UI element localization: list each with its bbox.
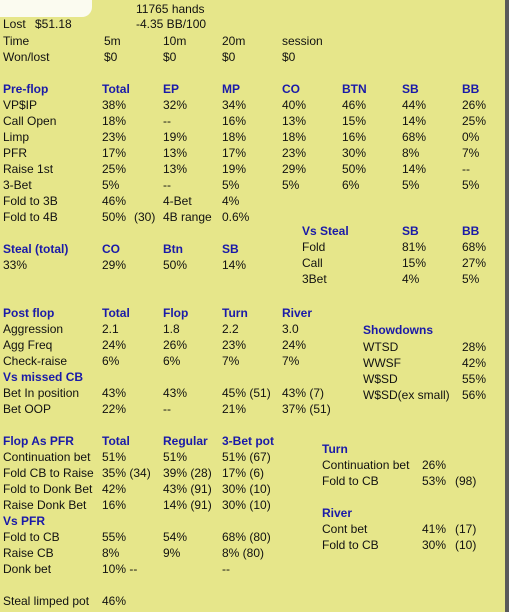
preflop-cell: 34% bbox=[222, 98, 247, 112]
wonlost-label: Won/lost bbox=[3, 50, 50, 64]
river-count: (10) bbox=[455, 538, 477, 552]
preflop-cell: 0% bbox=[462, 130, 480, 144]
preflop-cell: 17% bbox=[222, 146, 247, 160]
fold4b-value: 50% bbox=[102, 210, 127, 224]
postflop-row-label: Aggression bbox=[3, 322, 64, 336]
steal-value-2: 50% bbox=[163, 258, 188, 272]
preflop-cell: -- bbox=[462, 162, 470, 176]
steal-header-2: Btn bbox=[163, 242, 183, 256]
flop-pfr-label: Raise Donk Bet bbox=[3, 498, 87, 512]
steal-header-0: Steal (total) bbox=[3, 242, 69, 256]
preflop-cell: 25% bbox=[462, 114, 487, 128]
missed-cb-label: Bet OOP bbox=[3, 402, 52, 416]
flop-pfr-header-0: Flop As PFR bbox=[3, 434, 74, 448]
flop-pfr-cell: 42% bbox=[102, 482, 127, 496]
preflop-cell: 14% bbox=[402, 162, 427, 176]
flop-pfr-cell: 30% (10) bbox=[222, 498, 271, 512]
preflop-row-label: Raise 1st bbox=[3, 162, 54, 176]
preflop-row-label: Call Open bbox=[3, 114, 57, 128]
vs-pfr-cell: 68% (80) bbox=[222, 530, 271, 544]
preflop-header-7: BB bbox=[462, 82, 480, 96]
postflop-row-label: Agg Freq bbox=[3, 338, 53, 352]
preflop-cell: 26% bbox=[462, 98, 487, 112]
flop-pfr-label: Fold CB to Raise bbox=[3, 466, 94, 480]
turn-value: 26% bbox=[422, 458, 447, 472]
missed-cb-cell: 21% bbox=[222, 402, 247, 416]
fold4b-label: Fold to 4B bbox=[3, 210, 58, 224]
showdown-label: WWSF bbox=[363, 356, 401, 370]
vs-pfr-cell: -- bbox=[222, 562, 230, 576]
preflop-cell: 18% bbox=[282, 130, 307, 144]
postflop-cell: 6% bbox=[102, 354, 120, 368]
fourbet-range-label: 4B range bbox=[163, 210, 212, 224]
preflop-cell: 13% bbox=[163, 146, 188, 160]
missed-cb-cell: 22% bbox=[102, 402, 127, 416]
wonlost-20m: $0 bbox=[222, 50, 236, 64]
vs-pfr-cell: 55% bbox=[102, 530, 127, 544]
preflop-cell: 5% bbox=[462, 178, 480, 192]
vs-steal-cell: 68% bbox=[462, 240, 487, 254]
steal-limped-value: 46% bbox=[102, 594, 127, 608]
flop-pfr-cell: 51% bbox=[102, 450, 127, 464]
preflop-cell: 5% bbox=[282, 178, 300, 192]
preflop-header-1: Total bbox=[102, 82, 130, 96]
postflop-cell: 2.2 bbox=[222, 322, 239, 336]
missed-cb-title: Vs missed CB bbox=[3, 370, 84, 384]
vs-steal-label: 3Bet bbox=[302, 272, 327, 286]
flop-pfr-cell: 35% (34) bbox=[102, 466, 151, 480]
river-value: 30% bbox=[422, 538, 447, 552]
vs-steal-cell: 4% bbox=[402, 272, 420, 286]
flop-pfr-header-1: Total bbox=[102, 434, 130, 448]
preflop-cell: 13% bbox=[282, 114, 307, 128]
preflop-cell: 25% bbox=[102, 162, 127, 176]
vs-steal-cell: 27% bbox=[462, 256, 487, 270]
missed-cb-cell: 43% (7) bbox=[282, 386, 325, 400]
missed-cb-cell: 45% (51) bbox=[222, 386, 271, 400]
preflop-cell: 44% bbox=[402, 98, 427, 112]
preflop-row-label: 3-Bet bbox=[3, 178, 32, 192]
vs-pfr-cell: 10% -- bbox=[102, 562, 138, 576]
river-label: Cont bet bbox=[322, 522, 368, 536]
preflop-cell: 18% bbox=[102, 114, 127, 128]
preflop-cell: 16% bbox=[222, 114, 247, 128]
flop-pfr-header-2: Regular bbox=[163, 434, 208, 448]
steal-value-0: 33% bbox=[3, 258, 28, 272]
flop-pfr-label: Continuation bet bbox=[3, 450, 91, 464]
preflop-cell: 13% bbox=[163, 162, 188, 176]
turn-label: Fold to CB bbox=[322, 474, 379, 488]
preflop-cell: 32% bbox=[163, 98, 188, 112]
showdown-value: 42% bbox=[462, 356, 487, 370]
flop-pfr-cell: 51% bbox=[163, 450, 188, 464]
showdown-value: 55% bbox=[462, 372, 487, 386]
steal-limped-label: Steal limped pot bbox=[3, 594, 90, 608]
postflop-header-4: River bbox=[282, 306, 313, 320]
vs-steal-header-1: SB bbox=[402, 224, 419, 238]
river-title: River bbox=[322, 506, 353, 520]
preflop-row-label: Limp bbox=[3, 130, 30, 144]
preflop-cell: 17% bbox=[102, 146, 127, 160]
lost-amount: $51.18 bbox=[35, 17, 72, 31]
fold3b-value: 46% bbox=[102, 194, 127, 208]
wonlost-5m: $0 bbox=[104, 50, 118, 64]
preflop-cell: 19% bbox=[163, 130, 188, 144]
vs-steal-cell: 5% bbox=[462, 272, 480, 286]
steal-header-3: SB bbox=[222, 242, 239, 256]
turn-value: 53% bbox=[422, 474, 447, 488]
preflop-cell: 30% bbox=[342, 146, 367, 160]
preflop-row-label: PFR bbox=[3, 146, 27, 160]
vs-steal-header-2: BB bbox=[462, 224, 480, 238]
vs-pfr-label: Fold to CB bbox=[3, 530, 60, 544]
showdown-label: W$SD(ex small) bbox=[363, 388, 450, 402]
postflop-row-label: Check-raise bbox=[3, 354, 68, 368]
preflop-cell: 8% bbox=[402, 146, 420, 160]
flop-pfr-cell: 16% bbox=[102, 498, 127, 512]
showdown-value: 56% bbox=[462, 388, 487, 402]
postflop-header-2: Flop bbox=[163, 306, 189, 320]
preflop-cell: 23% bbox=[282, 146, 307, 160]
preflop-cell: 40% bbox=[282, 98, 307, 112]
flop-pfr-cell: 14% (91) bbox=[163, 498, 212, 512]
time-20m: 20m bbox=[222, 34, 246, 48]
fold3b-label: Fold to 3B bbox=[3, 194, 58, 208]
river-value: 41% bbox=[422, 522, 447, 536]
window-right-border bbox=[505, 0, 509, 612]
postflop-cell: 1.8 bbox=[163, 322, 180, 336]
missed-cb-cell: 37% (51) bbox=[282, 402, 331, 416]
missed-cb-cell: 43% bbox=[163, 386, 188, 400]
preflop-header-2: EP bbox=[163, 82, 180, 96]
preflop-header-4: CO bbox=[282, 82, 300, 96]
wonlost-session: $0 bbox=[282, 50, 296, 64]
preflop-cell: 5% bbox=[102, 178, 120, 192]
preflop-cell: 5% bbox=[222, 178, 240, 192]
postflop-cell: 24% bbox=[102, 338, 127, 352]
fourbet-range-value: 0.6% bbox=[222, 210, 250, 224]
vs-steal-header-0: Vs Steal bbox=[302, 224, 349, 238]
preflop-cell: 19% bbox=[222, 162, 247, 176]
time-label: Time bbox=[3, 34, 30, 48]
preflop-header-3: MP bbox=[222, 82, 240, 96]
preflop-cell: 6% bbox=[342, 178, 360, 192]
vs-pfr-cell: 54% bbox=[163, 530, 188, 544]
postflop-header-3: Turn bbox=[222, 306, 248, 320]
showdown-label: WTSD bbox=[363, 340, 399, 354]
fourbet-value: 4% bbox=[222, 194, 240, 208]
lost-label: Lost bbox=[3, 17, 26, 31]
vs-steal-cell: 15% bbox=[402, 256, 427, 270]
postflop-cell: 3.0 bbox=[282, 322, 299, 336]
postflop-cell: 24% bbox=[282, 338, 307, 352]
time-session: session bbox=[282, 34, 323, 48]
time-10m: 10m bbox=[163, 34, 187, 48]
preflop-cell: 5% bbox=[402, 178, 420, 192]
preflop-cell: 38% bbox=[102, 98, 127, 112]
showdown-label: W$SD bbox=[363, 372, 398, 386]
flop-pfr-cell: 30% (10) bbox=[222, 482, 271, 496]
vs-pfr-label: Donk bet bbox=[3, 562, 52, 576]
bb100-rate: -4.35 BB/100 bbox=[136, 17, 207, 31]
fourbet-label: 4-Bet bbox=[163, 194, 192, 208]
vs-pfr-cell: 8% bbox=[102, 546, 120, 560]
preflop-cell: 15% bbox=[342, 114, 367, 128]
time-5m: 5m bbox=[104, 34, 121, 48]
turn-count: (98) bbox=[455, 474, 477, 488]
overlay-blob bbox=[0, 0, 92, 17]
steal-value-1: 29% bbox=[102, 258, 127, 272]
vs-steal-label: Fold bbox=[302, 240, 326, 254]
flop-pfr-cell: 51% (67) bbox=[222, 450, 271, 464]
hands-count: 11765 hands bbox=[136, 2, 205, 16]
preflop-header-6: SB bbox=[402, 82, 419, 96]
river-count: (17) bbox=[455, 522, 477, 536]
postflop-header-0: Post flop bbox=[3, 306, 55, 320]
flop-pfr-cell: 17% (6) bbox=[222, 466, 265, 480]
wonlost-10m: $0 bbox=[163, 50, 177, 64]
preflop-cell: 18% bbox=[222, 130, 247, 144]
missed-cb-cell: -- bbox=[163, 402, 171, 416]
vs-pfr-label: Raise CB bbox=[3, 546, 54, 560]
preflop-cell: 14% bbox=[402, 114, 427, 128]
preflop-header-5: BTN bbox=[342, 82, 367, 96]
river-label: Fold to CB bbox=[322, 538, 379, 552]
turn-label: Continuation bet bbox=[322, 458, 410, 472]
preflop-cell: 46% bbox=[342, 98, 367, 112]
postflop-cell: 6% bbox=[163, 354, 181, 368]
fold4b-count: (30) bbox=[134, 210, 156, 224]
missed-cb-label: Bet In position bbox=[3, 386, 80, 400]
preflop-cell: 68% bbox=[402, 130, 427, 144]
postflop-cell: 23% bbox=[222, 338, 247, 352]
vs-pfr-cell: 8% (80) bbox=[222, 546, 265, 560]
preflop-cell: 7% bbox=[462, 146, 480, 160]
turn-title: Turn bbox=[322, 442, 348, 456]
preflop-cell: -- bbox=[163, 114, 171, 128]
preflop-header-0: Pre-flop bbox=[3, 82, 49, 96]
steal-value-3: 14% bbox=[222, 258, 247, 272]
flop-pfr-cell: 39% (28) bbox=[163, 466, 212, 480]
showdown-value: 28% bbox=[462, 340, 487, 354]
vs-pfr-title: Vs PFR bbox=[3, 514, 46, 528]
missed-cb-cell: 43% bbox=[102, 386, 127, 400]
steal-header-1: CO bbox=[102, 242, 120, 256]
flop-pfr-cell: 43% (91) bbox=[163, 482, 212, 496]
showdowns-title: Showdowns bbox=[363, 323, 433, 337]
postflop-cell: 2.1 bbox=[102, 322, 119, 336]
postflop-cell: 26% bbox=[163, 338, 188, 352]
preflop-cell: -- bbox=[163, 178, 171, 192]
vs-pfr-cell: 9% bbox=[163, 546, 181, 560]
vs-steal-cell: 81% bbox=[402, 240, 427, 254]
postflop-cell: 7% bbox=[222, 354, 240, 368]
preflop-cell: 23% bbox=[102, 130, 127, 144]
preflop-cell: 50% bbox=[342, 162, 367, 176]
flop-pfr-label: Fold to Donk Bet bbox=[3, 482, 93, 496]
vs-steal-label: Call bbox=[302, 256, 323, 270]
postflop-cell: 7% bbox=[282, 354, 300, 368]
postflop-header-1: Total bbox=[102, 306, 130, 320]
preflop-cell: 29% bbox=[282, 162, 307, 176]
flop-pfr-header-3: 3-Bet pot bbox=[222, 434, 274, 448]
preflop-row-label: VP$IP bbox=[3, 98, 38, 112]
preflop-cell: 16% bbox=[342, 130, 367, 144]
